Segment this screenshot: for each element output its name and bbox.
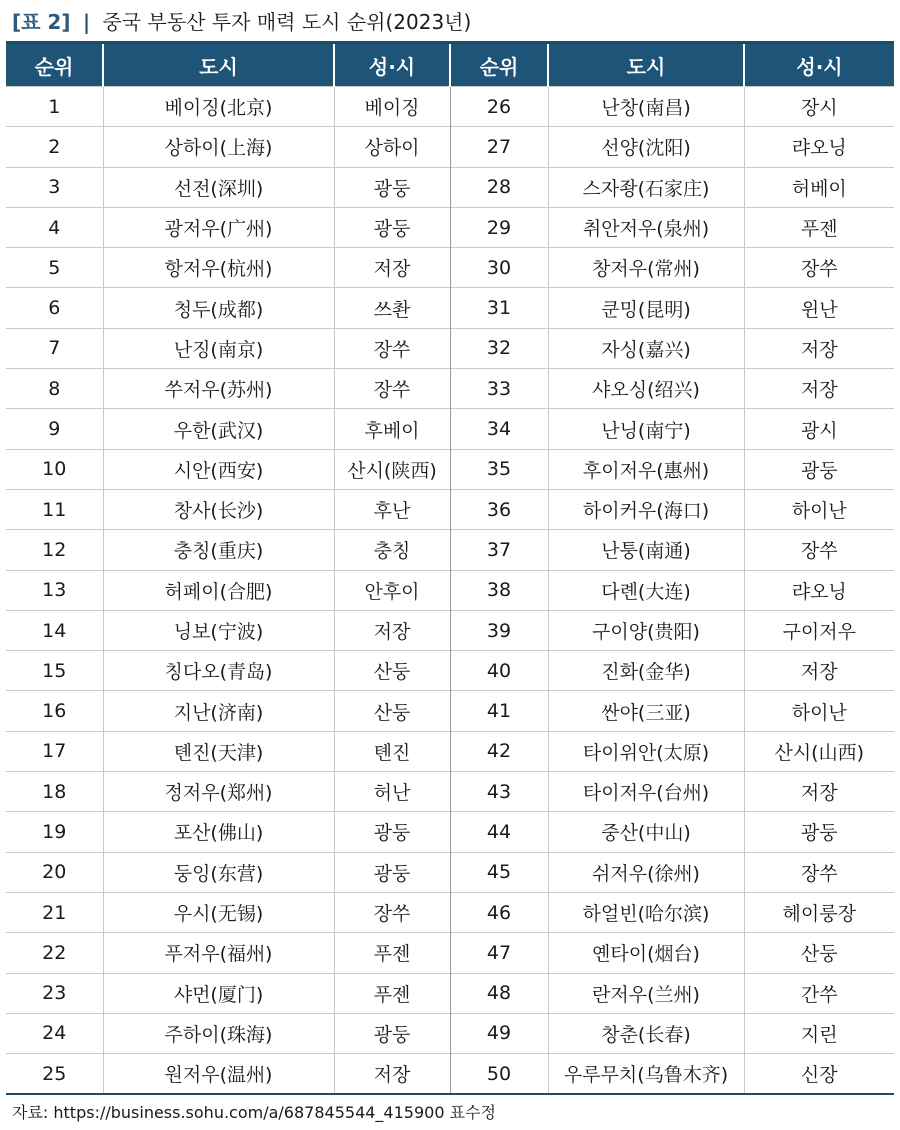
rank-cell: 25 bbox=[6, 1054, 103, 1095]
city-cell: 구이양(贵阳) bbox=[548, 610, 744, 650]
province-cell: 지린 bbox=[744, 1013, 894, 1053]
rank-cell: 7 bbox=[6, 328, 103, 368]
rank-cell: 1 bbox=[6, 87, 103, 127]
city-cell: 난창(南昌) bbox=[548, 87, 744, 127]
province-cell: 간쑤 bbox=[744, 973, 894, 1013]
province-cell: 광둥 bbox=[334, 812, 450, 852]
rank-cell: 11 bbox=[6, 489, 103, 529]
city-cell: 닝보(宁波) bbox=[103, 610, 334, 650]
city-cell: 포산(佛山) bbox=[103, 812, 334, 852]
province-cell: 안후이 bbox=[334, 570, 450, 610]
column-header-rank: 순위 bbox=[6, 43, 103, 87]
province-cell: 저장 bbox=[744, 772, 894, 812]
rank-cell: 21 bbox=[6, 892, 103, 932]
province-cell: 구이저우 bbox=[744, 610, 894, 650]
city-cell: 창저우(常州) bbox=[548, 248, 744, 288]
table-number: [표 2] bbox=[12, 10, 71, 34]
province-cell: 푸젠 bbox=[334, 973, 450, 1013]
table-row bbox=[6, 288, 894, 328]
rank-cell: 6 bbox=[6, 288, 103, 328]
city-cell: 쑤저우(苏州) bbox=[103, 369, 334, 409]
table-row bbox=[6, 610, 894, 650]
table-row bbox=[6, 369, 894, 409]
city-cell: 선전(深圳) bbox=[103, 167, 334, 207]
rank-cell: 27 bbox=[450, 127, 548, 167]
rank-cell: 44 bbox=[450, 812, 548, 852]
city-cell: 타이위안(太原) bbox=[548, 731, 744, 771]
city-cell: 쉬저우(徐州) bbox=[548, 852, 744, 892]
rank-cell: 2 bbox=[6, 127, 103, 167]
city-cell: 충칭(重庆) bbox=[103, 530, 334, 570]
rank-cell: 37 bbox=[450, 530, 548, 570]
rank-cell: 39 bbox=[450, 610, 548, 650]
city-cell: 난퉁(南通) bbox=[548, 530, 744, 570]
source-note: 자료: https://business.sohu.com/a/687845544_415900 표수정 bbox=[12, 1103, 496, 1122]
rank-cell: 36 bbox=[450, 489, 548, 529]
province-cell: 장쑤 bbox=[334, 369, 450, 409]
rank-cell: 24 bbox=[6, 1013, 103, 1053]
rank-cell: 26 bbox=[450, 87, 548, 127]
province-cell: 장쑤 bbox=[334, 892, 450, 932]
rank-cell: 42 bbox=[450, 731, 548, 771]
rank-cell: 48 bbox=[450, 973, 548, 1013]
province-cell: 저장 bbox=[334, 248, 450, 288]
province-cell: 신장 bbox=[744, 1054, 894, 1095]
city-cell: 후이저우(惠州) bbox=[548, 449, 744, 489]
city-cell: 베이징(北京) bbox=[103, 87, 334, 127]
city-cell: 하이커우(海口) bbox=[548, 489, 744, 529]
rank-cell: 13 bbox=[6, 570, 103, 610]
city-cell: 푸저우(福州) bbox=[103, 933, 334, 973]
rank-cell: 20 bbox=[6, 852, 103, 892]
province-cell: 산시(山西) bbox=[744, 731, 894, 771]
province-cell: 산둥 bbox=[744, 933, 894, 973]
rank-cell: 32 bbox=[450, 328, 548, 368]
city-cell: 항저우(杭州) bbox=[103, 248, 334, 288]
rank-cell: 5 bbox=[6, 248, 103, 288]
table-row bbox=[6, 1013, 894, 1053]
province-cell: 저장 bbox=[744, 328, 894, 368]
table-row bbox=[6, 933, 894, 973]
province-cell: 허베이 bbox=[744, 167, 894, 207]
rank-cell: 12 bbox=[6, 530, 103, 570]
rank-cell: 34 bbox=[450, 409, 548, 449]
city-cell: 창사(长沙) bbox=[103, 489, 334, 529]
province-cell: 장쑤 bbox=[744, 852, 894, 892]
province-cell: 저장 bbox=[744, 369, 894, 409]
table-row bbox=[6, 87, 894, 127]
rank-cell: 49 bbox=[450, 1013, 548, 1053]
city-cell: 진화(金华) bbox=[548, 651, 744, 691]
city-cell: 정저우(郑州) bbox=[103, 772, 334, 812]
rank-cell: 19 bbox=[6, 812, 103, 852]
city-cell: 타이저우(台州) bbox=[548, 772, 744, 812]
table-row bbox=[6, 489, 894, 529]
province-cell: 톈진 bbox=[334, 731, 450, 771]
province-cell: 저장 bbox=[334, 610, 450, 650]
rank-cell: 4 bbox=[6, 207, 103, 247]
city-cell: 하얼빈(哈尔滨) bbox=[548, 892, 744, 932]
province-cell: 하이난 bbox=[744, 691, 894, 731]
province-cell: 랴오닝 bbox=[744, 570, 894, 610]
rank-cell: 46 bbox=[450, 892, 548, 932]
city-cell: 선양(沈阳) bbox=[548, 127, 744, 167]
column-header-province: 성·시 bbox=[744, 43, 894, 87]
table-row bbox=[6, 852, 894, 892]
province-cell: 광둥 bbox=[334, 167, 450, 207]
rank-cell: 9 bbox=[6, 409, 103, 449]
rank-cell: 47 bbox=[450, 933, 548, 973]
province-cell: 충칭 bbox=[334, 530, 450, 570]
rank-cell: 23 bbox=[6, 973, 103, 1013]
city-cell: 원저우(温州) bbox=[103, 1054, 334, 1095]
city-cell: 취안저우(泉州) bbox=[548, 207, 744, 247]
province-cell: 랴오닝 bbox=[744, 127, 894, 167]
province-cell: 상하이 bbox=[334, 127, 450, 167]
table-row bbox=[6, 812, 894, 852]
table-title-text: 중국 부동산 투자 매력 도시 순위(2023년) bbox=[102, 10, 472, 34]
province-cell: 광둥 bbox=[334, 1013, 450, 1053]
rank-cell: 38 bbox=[450, 570, 548, 610]
province-cell: 쓰촨 bbox=[334, 288, 450, 328]
city-cell: 주하이(珠海) bbox=[103, 1013, 334, 1053]
city-cell: 중산(中山) bbox=[548, 812, 744, 852]
city-cell: 난닝(南宁) bbox=[548, 409, 744, 449]
province-cell: 푸젠 bbox=[334, 933, 450, 973]
rank-cell: 15 bbox=[6, 651, 103, 691]
city-cell: 스자좡(石家庄) bbox=[548, 167, 744, 207]
province-cell: 장쑤 bbox=[744, 530, 894, 570]
table-row bbox=[6, 449, 894, 489]
city-cell: 청두(成都) bbox=[103, 288, 334, 328]
table-row bbox=[6, 651, 894, 691]
table-row bbox=[6, 973, 894, 1013]
rank-cell: 33 bbox=[450, 369, 548, 409]
rank-cell: 31 bbox=[450, 288, 548, 328]
city-cell: 우시(无锡) bbox=[103, 892, 334, 932]
rank-cell: 45 bbox=[450, 852, 548, 892]
city-cell: 샤오싱(绍兴) bbox=[548, 369, 744, 409]
city-cell: 옌타이(烟台) bbox=[548, 933, 744, 973]
province-cell: 장시 bbox=[744, 87, 894, 127]
province-cell: 광둥 bbox=[334, 207, 450, 247]
city-cell: 상하이(上海) bbox=[103, 127, 334, 167]
province-cell: 산시(陕西) bbox=[334, 449, 450, 489]
rank-cell: 10 bbox=[6, 449, 103, 489]
column-header-province: 성·시 bbox=[334, 43, 450, 87]
table-row bbox=[6, 691, 894, 731]
province-cell: 윈난 bbox=[744, 288, 894, 328]
table-title bbox=[12, 6, 471, 38]
city-cell: 허페이(合肥) bbox=[103, 570, 334, 610]
table-row bbox=[6, 772, 894, 812]
column-header-rank: 순위 bbox=[450, 43, 548, 87]
city-cell: 자싱(嘉兴) bbox=[548, 328, 744, 368]
table-row bbox=[6, 1054, 894, 1095]
header-row bbox=[6, 43, 894, 87]
table-row bbox=[6, 409, 894, 449]
table-row bbox=[6, 328, 894, 368]
rank-cell: 35 bbox=[450, 449, 548, 489]
table-row bbox=[6, 530, 894, 570]
city-cell: 다롄(大连) bbox=[548, 570, 744, 610]
province-cell: 후베이 bbox=[334, 409, 450, 449]
rank-cell: 22 bbox=[6, 933, 103, 973]
table-row bbox=[6, 167, 894, 207]
column-header-city: 도시 bbox=[548, 43, 744, 87]
city-ranking-table bbox=[6, 41, 894, 1095]
province-cell: 저장 bbox=[744, 651, 894, 691]
province-cell: 장쑤 bbox=[334, 328, 450, 368]
rank-cell: 29 bbox=[450, 207, 548, 247]
table-row bbox=[6, 731, 894, 771]
province-cell: 산둥 bbox=[334, 691, 450, 731]
province-cell: 장쑤 bbox=[744, 248, 894, 288]
rank-cell: 14 bbox=[6, 610, 103, 650]
city-cell: 톈진(天津) bbox=[103, 731, 334, 771]
rank-cell: 43 bbox=[450, 772, 548, 812]
province-cell: 광둥 bbox=[744, 449, 894, 489]
rank-cell: 18 bbox=[6, 772, 103, 812]
city-cell: 우한(武汉) bbox=[103, 409, 334, 449]
city-cell: 둥잉(东营) bbox=[103, 852, 334, 892]
table-row bbox=[6, 570, 894, 610]
city-cell: 지난(济南) bbox=[103, 691, 334, 731]
city-cell: 싼야(三亚) bbox=[548, 691, 744, 731]
city-cell: 시안(西安) bbox=[103, 449, 334, 489]
title-separator: | bbox=[82, 10, 91, 34]
city-cell: 광저우(广州) bbox=[103, 207, 334, 247]
province-cell: 허난 bbox=[334, 772, 450, 812]
rank-cell: 17 bbox=[6, 731, 103, 771]
province-cell: 광둥 bbox=[334, 852, 450, 892]
city-cell: 우루무치(乌鲁木齐) bbox=[548, 1054, 744, 1095]
city-cell: 창춘(长春) bbox=[548, 1013, 744, 1053]
table-row bbox=[6, 127, 894, 167]
province-cell: 헤이룽장 bbox=[744, 892, 894, 932]
province-cell: 저장 bbox=[334, 1054, 450, 1095]
city-cell: 란저우(兰州) bbox=[548, 973, 744, 1013]
rank-cell: 40 bbox=[450, 651, 548, 691]
city-cell: 난징(南京) bbox=[103, 328, 334, 368]
column-header-city: 도시 bbox=[103, 43, 334, 87]
province-cell: 광둥 bbox=[744, 812, 894, 852]
rank-cell: 41 bbox=[450, 691, 548, 731]
rank-cell: 8 bbox=[6, 369, 103, 409]
rank-cell: 30 bbox=[450, 248, 548, 288]
city-cell: 쿤밍(昆明) bbox=[548, 288, 744, 328]
rank-cell: 50 bbox=[450, 1054, 548, 1095]
province-cell: 푸젠 bbox=[744, 207, 894, 247]
province-cell: 하이난 bbox=[744, 489, 894, 529]
rank-cell: 16 bbox=[6, 691, 103, 731]
rank-cell: 28 bbox=[450, 167, 548, 207]
province-cell: 산둥 bbox=[334, 651, 450, 691]
table-row bbox=[6, 248, 894, 288]
rank-cell: 3 bbox=[6, 167, 103, 207]
table-row bbox=[6, 207, 894, 247]
city-cell: 칭다오(青岛) bbox=[103, 651, 334, 691]
province-cell: 후난 bbox=[334, 489, 450, 529]
province-cell: 베이징 bbox=[334, 87, 450, 127]
province-cell: 광시 bbox=[744, 409, 894, 449]
table-row bbox=[6, 892, 894, 932]
city-cell: 샤먼(厦门) bbox=[103, 973, 334, 1013]
